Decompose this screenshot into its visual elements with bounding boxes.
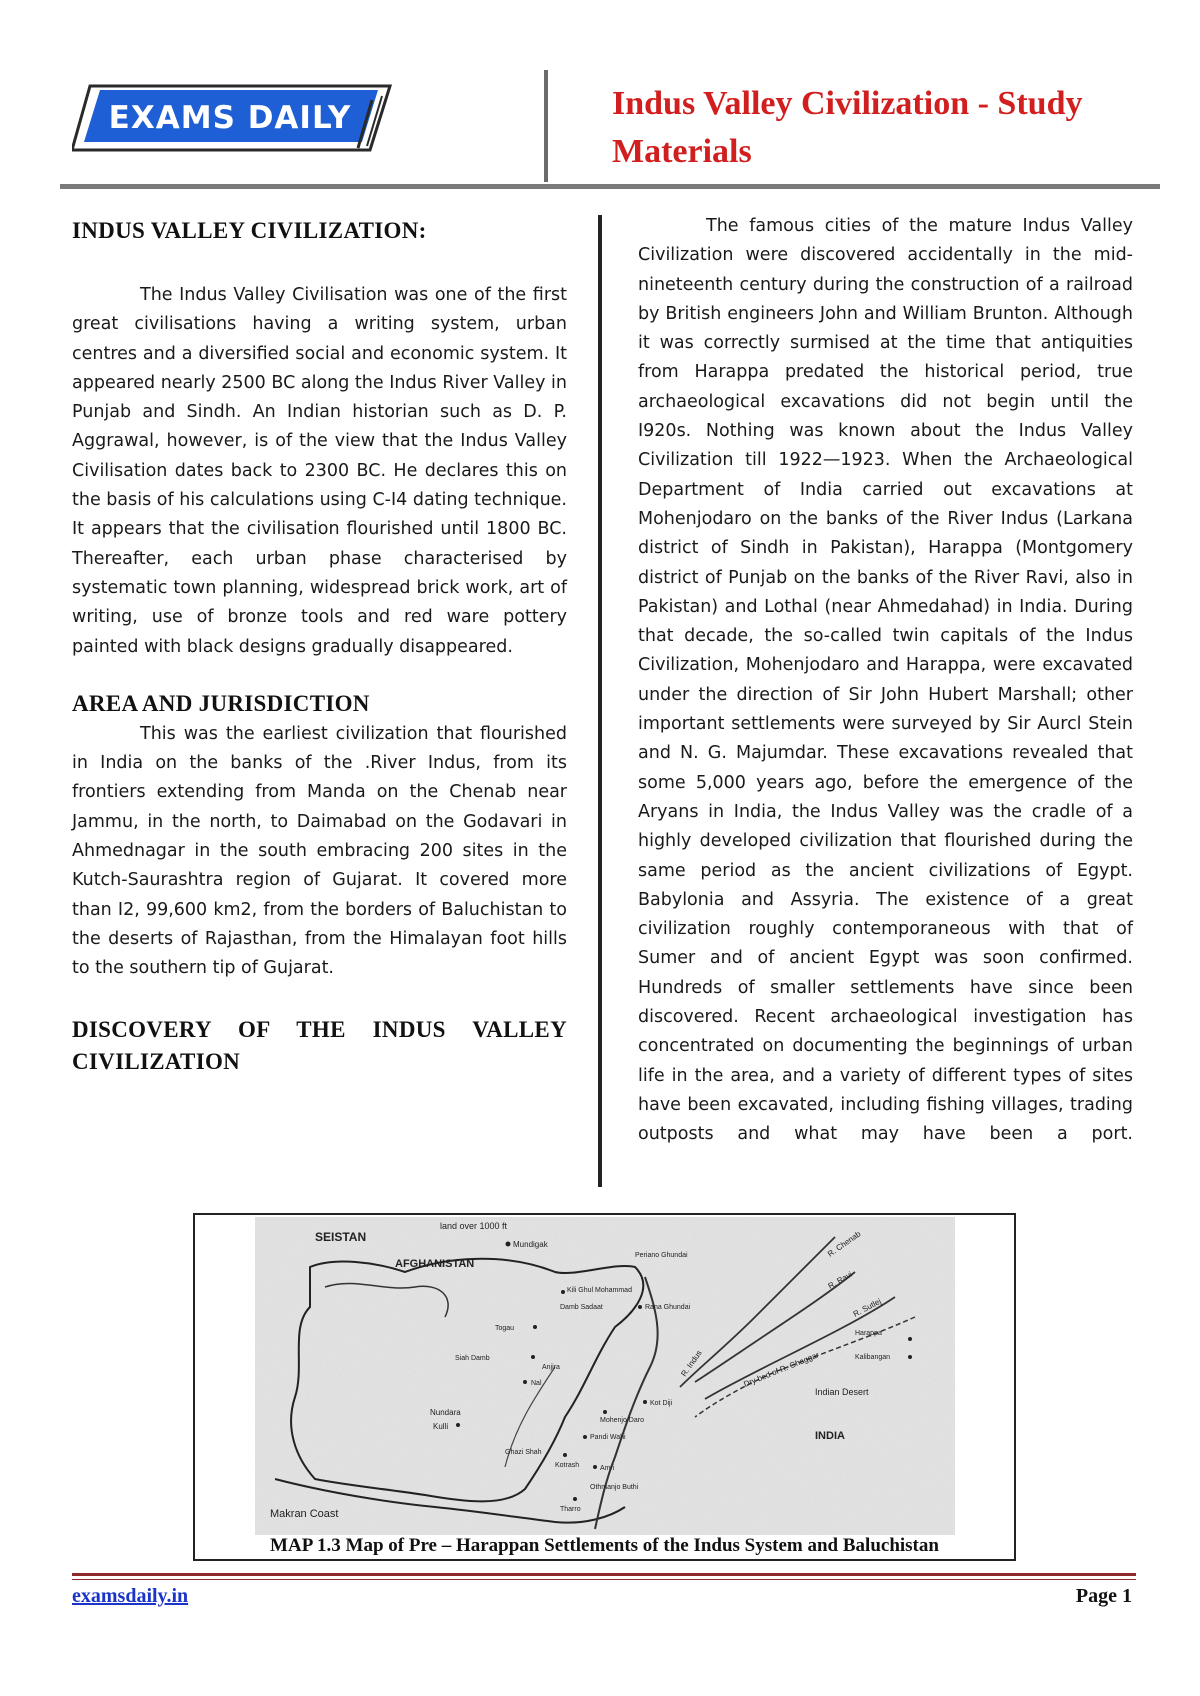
heading-area-jurisdiction: AREA AND JURISDICTION [72,690,370,716]
map-caption: MAP 1.3 Map of Pre – Harappan Settlements of the Indus System and Baluchistan [270,1535,939,1556]
label-afghanistan: AFGHANISTAN [395,1258,475,1270]
logo-text: EXAMS DAILY [108,100,352,136]
site-ghazi-shah: Ghazi Shah [505,1449,542,1456]
site-kot-diji: Kot Diji [650,1400,673,1407]
site-nundara: Nundara [430,1408,461,1417]
document-title: Indus Valley Civilization - Study Materials [612,85,1083,170]
site-mundigak: Mundigak [513,1240,548,1249]
heading-discovery-line2: CIVILIZATION [72,1048,241,1074]
site-othmanjo-buthi: Othmanjo Buthi [590,1484,639,1491]
page-header [0,0,1200,190]
heading-indus-valley: INDUS VALLEY CIVILIZATION: [72,218,427,243]
site-nal: Nal [531,1380,542,1387]
site-dot [603,1410,607,1414]
site-siah-damb: Siah Damb [455,1355,490,1362]
site-kotrash: Kotrash [555,1462,580,1469]
label-river-ghaggar: Dry bed of R. Ghaggar [742,1350,821,1389]
settlement-map [255,1217,955,1535]
site-anjira: Anjira [542,1364,560,1371]
site-tharro: Tharro [560,1506,581,1513]
site-dot [908,1355,912,1359]
site-amri: Amri [600,1465,615,1472]
footer-site-link[interactable]: examsdaily.in [72,1585,189,1607]
footer-rule [72,1573,1136,1576]
area-paragraph: This was the earliest civilization that flourished in India on the banks of the .River Indus, from its frontiers extending from Manda on the Chenab near Jammu, in the north, to Daimabad on the Godavari in Ahmednagar in the south embracing 200 sites in the Kutch-Saurashtra region of Gujarat. It covered more than I2, 99,600 km2, from the borders of Baluchistan to the deserts of Rajasthan, from the Himalayan foot hills to the southern tip of Gujarat. [72,723,567,979]
label-seistan: SEISTAN [315,1230,367,1244]
site-damb-sadaat: Damb Sadaat [560,1304,603,1311]
site-togau: Togau [495,1325,515,1332]
site-dot [561,1290,565,1294]
site-dot [506,1242,511,1247]
site-dot [593,1465,597,1469]
exams-daily-logo[interactable] [72,78,392,156]
header-divider [544,70,548,182]
right-column [638,212,1133,1150]
intro-paragraph: The Indus Valley Civilisation was one of the first great civilisations having a writing system, urban centres and a diversified social and economic system. It appeared nearly 2500 BC along the Indus River Valley in Punjab and Sindh. An Indian historian such as D. P. Aggrawal, however, is of the view that the Indus Valley Civilisation dates back to 2300 BC. He declares this on the basis of his calculations using C-I4 dating technique. It appears that the civilisation flourished until 1800 BC. Thereafter, each urban phase characterised by systematic town planning, widespread brick work, art of writing, use of bronze tools and red ware pottery painted with black designs gradually disappeared. [72,285,567,657]
heading-discovery [72,1014,567,1078]
site-dot [573,1497,577,1501]
map-legend: land over 1000 ft [440,1221,508,1231]
site-dot [638,1305,642,1309]
label-makran-coast: Makran Coast [270,1508,339,1520]
site-mohenjo-daro: Mohenjo Daro [600,1417,644,1424]
site-harappa: Harappa [855,1330,882,1337]
label-river-sutlej: R. Sutlej [851,1296,883,1319]
site-periano-ghundai: Periano Ghundai [635,1252,688,1259]
left-column [72,215,567,1078]
label-river-indus: R. Indus [679,1348,704,1379]
site-kalibangan: Kalibangan [855,1354,891,1361]
discovery-paragraph: The famous cities of the mature Indus Valley Civilization were discovered accidentally in the mid-nineteenth century during the construction of a railroad by British engineers John and William Brunton. Although it was correctly surmised at the time that antiquities from Harappa predated the historical period, true archaeological excavations did not begin until the I920s. Nothing was known about the Indus Valley Civilization till 1922—1923. When the Archaeological Department of India carried out excavations at Mohenjodaro on the banks of the River Indus (Larkana district of Sindh in Pakistan), Harappa (Montgomery district of Punjab on the banks of the River Ravi, also in Pakistan) and Lothal (near Ahmedahad) in India. During that decade, the so-called twin capitals of the Indus Civilization, Mohenjodaro and Harappa, were excavated under the direction of Sir John Hubert Marshall; other important settlements were surveyed by Sir Aurcl Stein and N. G. Majumdar. These excavations revealed that some 5,000 years ago, before the emergence of the Aryans in India, the Indus Valley was the cradle of a highly developed civilization that flourished during the same period as the ancient civilizations of Egypt. Babylonia and Assyria. The existence of a great civilization roughly contemporaneous with that of Sumer and of ancient Egypt was soon confirmed. Hundreds of smaller settlements have since been discovered. Recent archaeological investigation has concentrated on documenting the beginnings of urban life in the area, and a variety of different types of sites have been excavated, including fishing villages, trading outposts and what may have been a port. [638,216,1133,1145]
label-india: INDIA [815,1430,845,1442]
page-number-value: 1 [1122,1585,1132,1607]
header-rule [60,184,1160,189]
site-dot [908,1337,912,1341]
label-river-chenab: R. Chenab [825,1229,863,1259]
column-divider [598,215,602,1187]
site-kulli: Kulli [433,1422,449,1431]
site-dot [563,1453,567,1457]
site-dot [533,1325,537,1329]
map-figure [193,1213,1016,1561]
site-kili-ghul: Kili Ghul Mohammad [567,1287,632,1294]
site-dot [531,1355,535,1359]
site-dot [643,1400,647,1404]
label-river-ravi: R. Ravi [826,1269,854,1291]
site-dot [583,1435,587,1439]
heading-discovery-line1: DISCOVERY OF THE INDUS VALLEY [72,1016,567,1042]
site-rana-ghundai: Rana Ghundai [645,1304,691,1311]
label-indian-desert: Indian Desert [815,1387,869,1397]
site-dot [523,1380,527,1384]
page-label: Page [1075,1585,1117,1607]
page-number [1071,1585,1132,1608]
site-pandi-wahi: Pandi Wahi [590,1434,626,1441]
footer-rule-thin [72,1579,1136,1580]
site-dot [456,1423,460,1427]
